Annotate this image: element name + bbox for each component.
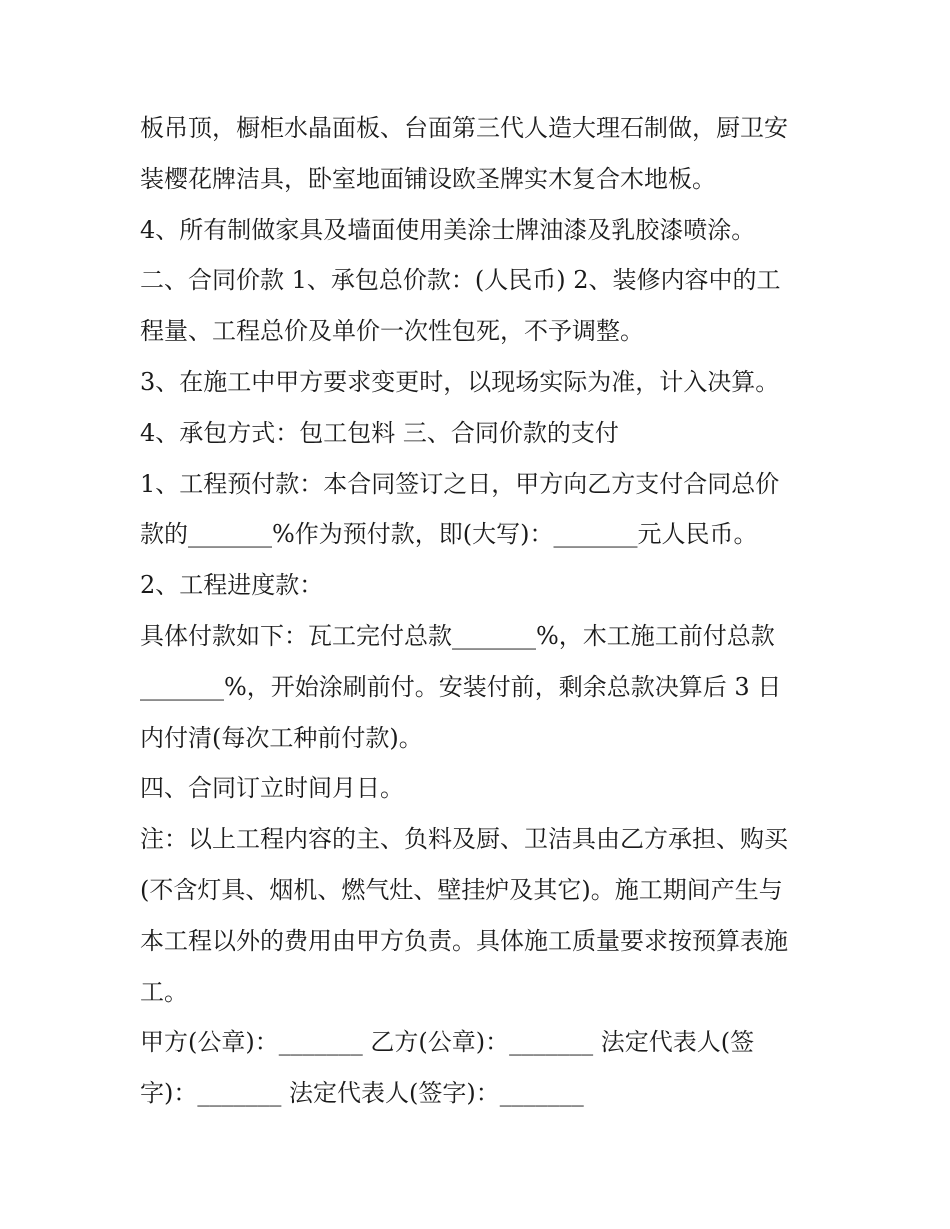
text-line-price-fixed: 程量、工程总价及单价一次性包死，不予调整。 — [140, 317, 644, 346]
contract-text-body — [140, 103, 820, 1119]
text-line-paint-clause: 4、所有制做家具及墙面使用美涂士牌油漆及乳胶漆喷涂。 — [140, 215, 756, 244]
text-line-advance-payment-1: 1、工程预付款：本合同签订之日，甲方向乙方支付合同总价 — [140, 469, 780, 498]
text-line-signature-2: 字)：_______ 法定代表人(签字)：_______ — [140, 1079, 584, 1108]
text-line-payment-detail-3: 内付清(每次工种前付款)。 — [140, 723, 423, 752]
text-line-note-3: 本工程以外的费用由甲方负责。具体施工质量要求按预算表施 — [140, 926, 788, 955]
text-line-change-clause: 3、在施工中甲方要求变更时，以现场实际为准，计入决算。 — [140, 367, 780, 396]
text-line-note-4: 工。 — [140, 977, 188, 1006]
text-line-signature-1: 甲方(公章)：_______ 乙方(公章)：_______ 法定代表人(签 — [140, 1028, 755, 1057]
text-line-note-2: (不含灯具、烟机、燃气灶、壁挂炉及其它)。施工期间产生与 — [140, 875, 783, 904]
text-line-payment-detail-1: 具体付款如下：瓦工完付总款_______%，木工施工前付总款 — [140, 621, 775, 650]
text-line-price-heading: 二、合同价款 1、承包总价款：(人民币) 2、装修内容中的工 — [140, 266, 781, 295]
text-line-materials-2: 装樱花牌洁具，卧室地面铺设欧圣牌实木复合木地板。 — [140, 164, 716, 193]
text-line-contract-date: 四、合同订立时间月日。 — [140, 774, 404, 803]
text-line-materials-1: 板吊顶，橱柜水晶面板、台面第三代人造大理石制做，厨卫安 — [140, 114, 788, 142]
text-line-contract-method: 4、承包方式：包工包料 三、合同价款的支付 — [140, 418, 619, 447]
text-line-payment-detail-2: _______%，开始涂刷前付。安装付前，剩余总款决算后 3 日 — [140, 672, 782, 701]
text-line-progress-payment: 2、工程进度款： — [140, 571, 324, 600]
text-line-advance-payment-2: 款的_______%作为预付款，即(大写)：_______元人民币。 — [140, 520, 758, 549]
text-line-note-1: 注：以上工程内容的主、负料及厨、卫洁具由乙方承担、购买 — [140, 825, 788, 854]
